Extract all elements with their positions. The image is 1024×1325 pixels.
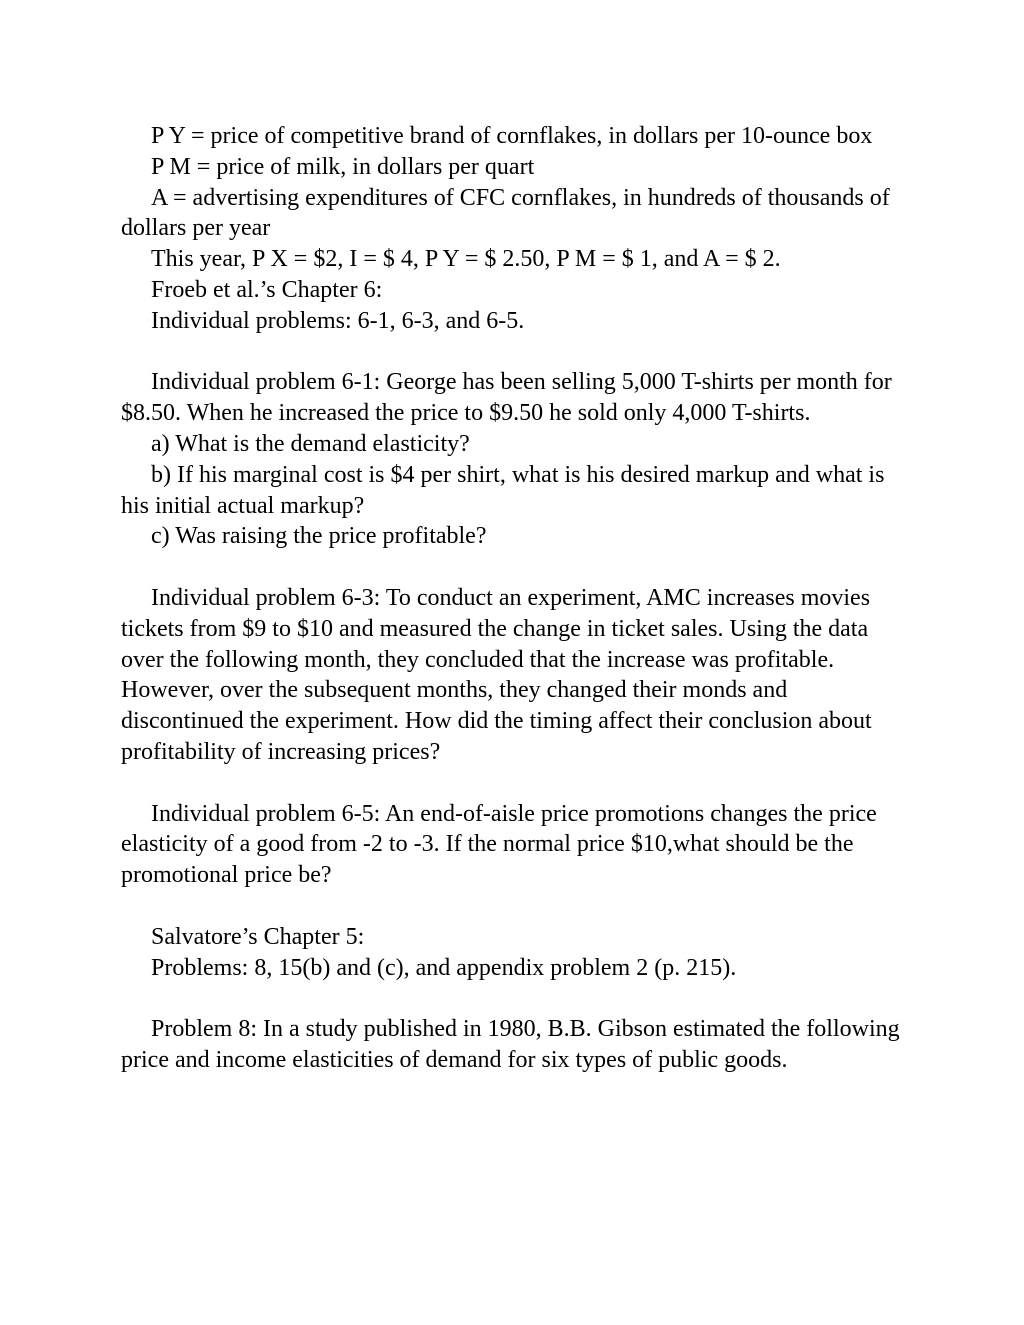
problem-6-1-part-a: a) What is the demand elasticity? [151,430,470,457]
current-year-values: This year, P X = $2, I = $ 4, P Y = $ 2.50, P M = $ 1, and A = $ 2. [151,246,781,273]
problem-8: Problem 8: In a study published in 1980, B.B. Gibson estimated the following price and income elasticities of demand for six types of public goods. [121,1016,900,1073]
individual-problems-list: Individual problems: 6-1, 6-3, and 6-5. [151,307,525,334]
variable-definition-py: P Y = price of competitive brand of cornflakes, in dollars per 10-ounce box [151,123,873,149]
problem-6-1: Individual problem 6-1: George has been selling 5,000 T-shirts per month for $8.50. When he increased the price to $9.50 he sold only 4,000 T-shirts. [121,369,892,427]
chapter-heading-salvatore: Salvatore’s Chapter 5: [151,923,365,950]
variable-definition-a: A = advertising expenditures of CFC cornflakes, in hundreds of thousands of dollars per year [121,184,890,242]
problem-6-1-part-c: c) Was raising the price profitable? [151,523,487,550]
variable-definition-pm: P M = price of milk, in dollars per quart [151,153,535,180]
chapter-heading-froeb: Froeb et al.’s Chapter 6: [151,276,383,303]
spacer [121,552,911,583]
spacer [121,891,911,922]
problem-6-3: Individual problem 6-3: To conduct an experiment, AMC increases movies tickets from $9 to $10 and measured the change in ticket sales. Using the data over the following month, they concluded that the increase was profitable. However, over the subsequent months, they changed their monds and discontinued the experiment. How did the timing affect their conclusion about profitability of increasing prices? [121,584,872,765]
spacer [121,983,911,1014]
problem-6-5: Individual problem 6-5: An end-of-aisle price promotions changes the price elasticity of a good from -2 to -3. If the normal price $10,what should be the promotional price be? [121,800,877,889]
spacer [121,337,911,368]
document-page [121,121,911,1076]
spacer [121,768,911,799]
problem-6-1-part-b: b) If his marginal cost is $4 per shirt, what is his desired markup and what is his initial actual markup? [121,461,885,519]
salvatore-problems-list: Problems: 8, 15(b) and (c), and appendix problem 2 (p. 215). [151,954,737,981]
